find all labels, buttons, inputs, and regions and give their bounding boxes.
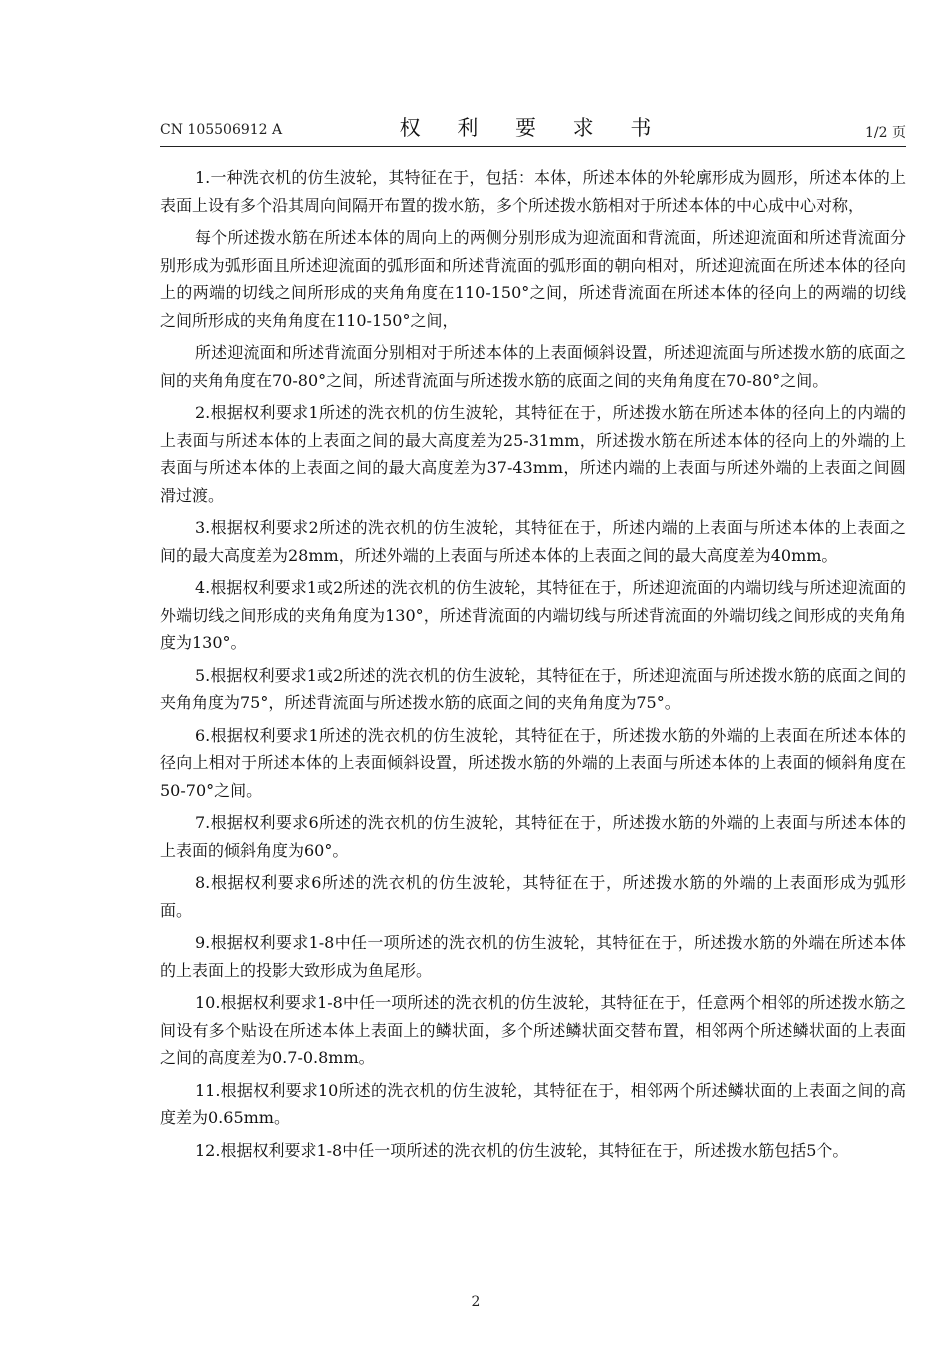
claim-paragraph: 所述迎流面和所述背流面分别相对于所述本体的上表面倾斜设置，所述迎流面与所述拨水筋的底面之间的夹角角度在70-80°之间，所述背流面与所述拨水筋的底面之间的夹角角度在70-80°之间。: [160, 343, 906, 390]
claim-paragraph: 2.根据权利要求1所述的洗衣机的仿生波轮，其特征在于，所述拨水筋在所述本体的径向上的内端的上表面与所述本体的上表面之间的最大高度差为25-31mm，所述拨水筋在所述本体的径向上的外端的上表面与所述本体的上表面之间的最大高度差为37-43mm，所述内端的上表面与所述外端的上表面之间圆滑过渡。: [160, 403, 906, 505]
claim-paragraph: 7.根据权利要求6所述的洗衣机的仿生波轮，其特征在于，所述拨水筋的外端的上表面与所述本体的上表面的倾斜角度为60°。: [160, 813, 906, 860]
claim-paragraph: 8.根据权利要求6所述的洗衣机的仿生波轮，其特征在于，所述拨水筋的外端的上表面形成为弧形面。: [160, 873, 906, 920]
claims-body: [160, 164, 906, 1169]
page-header: [160, 112, 906, 146]
claim-paragraph: 12.根据权利要求1-8中任一项所述的洗衣机的仿生波轮，其特征在于，所述拨水筋包括5个。: [195, 1140, 849, 1160]
claim-paragraph: 6.根据权利要求1所述的洗衣机的仿生波轮，其特征在于，所述拨水筋的外端的上表面在所述本体的径向上相对于所述本体的上表面倾斜设置，所述拨水筋的外端的上表面与所述本体的上表面的倾斜角度在50-70°之间。: [160, 725, 906, 800]
claim-paragraph: 4.根据权利要求1或2所述的洗衣机的仿生波轮，其特征在于，所述迎流面的内端切线与所述迎流面的外端切线之间形成的夹角角度为130°，所述背流面的内端切线与所述背流面的外端切线之间形成的夹角角度为130°。: [160, 578, 906, 652]
document-title: 权 利 要 求 书: [399, 116, 667, 140]
publication-number: CN 105506912 A: [160, 122, 283, 138]
page-number: 2: [471, 1294, 481, 1310]
claim-paragraph: 9.根据权利要求1-8中任一项所述的洗衣机的仿生波轮，其特征在于，所述拨水筋的外端在所述本体的上表面上的投影大致形成为鱼尾形。: [160, 933, 906, 980]
page-indicator: 1/2 页: [865, 125, 906, 141]
claim-paragraph: 3.根据权利要求2所述的洗衣机的仿生波轮，其特征在于，所述内端的上表面与所述本体的上表面之间的最大高度差为28mm，所述外端的上表面与所述本体的上表面之间的最大高度差为40mm。: [160, 518, 906, 565]
claim-paragraph: 11.根据权利要求10所述的洗衣机的仿生波轮，其特征在于，相邻两个所述鳞状面的上表面之间的高度差为0.65mm。: [160, 1080, 906, 1127]
header-rule: [160, 146, 906, 147]
claim-paragraph: 每个所述拨水筋在所述本体的周向上的两侧分别形成为迎流面和背流面，所述迎流面和所述背流面分别形成为弧形面且所述迎流面的弧形面和所述背流面的弧形面的朝向相对，所述迎流面在所述本体的径向上的两端的切线之间所形成的夹角角度在110-150°之间，所述背流面在所述本体的径向上的两端的切线之间所形成的夹角角度在110-150°之间，: [160, 228, 906, 330]
claim-paragraph: 5.根据权利要求1或2所述的洗衣机的仿生波轮，其特征在于，所述迎流面与所述拨水筋的底面之间的夹角角度为75°，所述背流面与所述拨水筋的底面之间的夹角角度为75°。: [160, 665, 906, 712]
claim-paragraph: 10.根据权利要求1-8中任一项所述的洗衣机的仿生波轮，其特征在于，任意两个相邻的所述拨水筋之间设有多个贴设在所述本体上表面上的鳞状面，多个所述鳞状面交替布置，相邻两个所述鳞状面的上表面之间的高度差为0.7-0.8mm。: [160, 993, 906, 1067]
claim-paragraph: 1.一种洗衣机的仿生波轮，其特征在于，包括：本体，所述本体的外轮廓形成为圆形，所述本体的上表面上设有多个沿其周向间隔开布置的拨水筋，多个所述拨水筋相对于所述本体的中心成中心对称，: [160, 168, 906, 215]
